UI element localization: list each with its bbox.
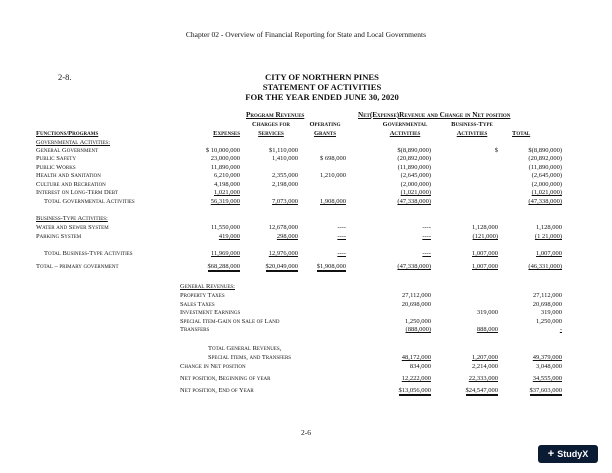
row-label: Health and Sanitation <box>36 172 101 180</box>
cell-total: 3,048,000 <box>536 363 562 370</box>
cell-gov: (1,021,000) <box>400 189 431 196</box>
cell-bus: 2,214,000 <box>472 363 498 370</box>
cell-expenses: $ 10,000,000 <box>205 147 240 154</box>
cell-bus: 1,128,000 <box>472 224 498 231</box>
cell-expenses: 419,000 <box>218 233 240 240</box>
total-business-row <box>0 250 612 259</box>
cell-gov: 27,112,000 <box>401 292 431 299</box>
cell-grants: 1,210,000 <box>320 172 346 180</box>
cell-total: (1 21,000) <box>534 233 562 240</box>
row-label: Total Governmental Activities <box>44 198 135 205</box>
row-label: General Government <box>36 147 99 154</box>
governmental-section-heading: Governmental Activities: <box>36 139 110 146</box>
cell-total: 20,698,000 <box>532 300 562 308</box>
net-position-header: Net(Expense)Revenue and Change in Net position <box>358 111 511 119</box>
row-label: Public Works <box>36 163 76 171</box>
cell-bus: 1,007,000 <box>472 263 498 270</box>
page-number: 2-6 <box>301 428 311 437</box>
cell-total: (46,331,000) <box>528 263 562 270</box>
cell-total: (47,338,000) <box>528 198 562 205</box>
row-label: Transfers <box>180 326 210 334</box>
beginning-net-position-row <box>0 375 612 384</box>
col-charges-line2: Services <box>258 130 284 137</box>
cell-total: 319,000 <box>540 309 562 317</box>
row-label: Culture and Recreation <box>36 180 106 188</box>
cell-expenses: 11,890,000 <box>210 163 240 171</box>
col-operating-line2: Grants <box>313 130 336 137</box>
cell-expenses: 56,319,000 <box>210 198 240 205</box>
cell-expenses: 23,000,000 <box>210 155 240 163</box>
row-label: Sales Taxes <box>180 300 215 308</box>
row-label: Special Item-Gain on Sale of Land <box>180 317 280 325</box>
ending-net-position-row <box>0 387 612 396</box>
studyx-logo[interactable]: + StudyX <box>538 445 598 463</box>
col-total: Total <box>512 130 531 137</box>
row-label: Special Items, and Transfers <box>208 354 292 361</box>
cell-grants: $ 698,000 <box>320 155 346 163</box>
plus-icon: + <box>547 448 555 460</box>
cell-total: (20,892,000) <box>528 155 562 163</box>
cell-bus: 1,007,000 <box>472 250 498 257</box>
cell-grants: ---- <box>337 250 346 257</box>
cell-total: 34,555,000 <box>532 375 562 382</box>
row-label: Public Safety <box>36 155 76 163</box>
cell-bus: 1,207,000 <box>472 354 498 361</box>
row-label: Interest on Long-Term Debt <box>36 189 119 196</box>
cell-gov: (2,000,000) <box>400 180 431 188</box>
title-line2: STATEMENT OF ACTIVITIES <box>262 82 382 92</box>
cell-charges: 1,410,000 <box>272 155 298 163</box>
program-revenues-header: Program Revenues <box>246 111 305 119</box>
cell-bus: $ <box>494 147 498 154</box>
cell-charges: 12,678,000 <box>268 224 298 231</box>
business-row <box>0 233 612 242</box>
col-business-line2: Activities <box>456 130 488 137</box>
problem-number: 2-8. <box>58 72 72 82</box>
general-revenues-heading: General Revenues: <box>180 283 235 290</box>
row-label: Net position, End of Year <box>180 387 254 394</box>
cell-gov: $13,056,000 <box>398 387 431 394</box>
cell-charges: 12,976,000 <box>268 250 298 257</box>
business-section-heading: Business-Type Activities: <box>36 215 108 222</box>
col-governmental-line1: Governmental <box>382 121 428 128</box>
cell-charges: 2,355,000 <box>272 172 298 180</box>
cell-expenses: 6,210,000 <box>214 172 240 180</box>
row-label: Property Taxes <box>180 292 225 299</box>
row-label: Change in Net position <box>180 363 246 370</box>
col-governmental-line2: Activities <box>389 130 421 137</box>
governmental-row <box>0 189 612 198</box>
cell-bus: $24,547,000 <box>465 387 498 394</box>
cell-expenses: 1,021,000 <box>214 189 240 196</box>
col-charges-line1: Charges for <box>252 121 290 128</box>
cell-grants: $1,908,000 <box>316 263 346 270</box>
cell-expenses: $68,288,000 <box>207 263 240 270</box>
cell-bus: 319,000 <box>476 309 498 317</box>
cell-total: 1,250,000 <box>536 317 562 325</box>
cell-charges: 7,073,000 <box>272 198 298 205</box>
cell-gov: 12,222,000 <box>401 375 431 382</box>
row-label: Total – primary government <box>36 263 119 270</box>
total-general-label-1: Total General Revenues, <box>208 345 282 352</box>
cell-grants: ---- <box>337 224 346 231</box>
row-label: Net position, Beginning of year <box>180 375 271 382</box>
col-functions: Functions/Programs <box>36 130 99 137</box>
cell-total: 49,379,000 <box>532 354 562 361</box>
general-revenue-row <box>0 326 612 335</box>
cell-total: - <box>559 326 562 334</box>
cell-gov: (2,645,000) <box>400 172 431 180</box>
cell-grants: 1,908,000 <box>320 198 346 205</box>
cell-expenses: 4,198,000 <box>214 180 240 188</box>
cell-total: (2,000,000) <box>531 180 562 188</box>
cell-bus: (121,000) <box>472 233 498 240</box>
total-governmental-row <box>0 198 612 207</box>
cell-gov: (20,892,000) <box>397 155 431 163</box>
col-business-line1: Business-Type <box>451 121 493 128</box>
cell-gov: (888,000) <box>405 326 431 334</box>
cell-charges: $1,110,000 <box>268 147 298 154</box>
cell-gov: ---- <box>422 224 431 231</box>
title-line1: CITY OF NORTHERN PINES <box>265 72 379 82</box>
cell-total: (11,890,000) <box>528 163 562 171</box>
total-general-row <box>0 354 612 363</box>
cell-bus: 22,333,000 <box>468 375 498 382</box>
cell-grants: ---- <box>337 233 346 240</box>
cell-total: 27,112,000 <box>532 292 562 299</box>
cell-gov: 1,250,000 <box>405 317 431 325</box>
cell-charges: $20,049,000 <box>265 263 298 270</box>
cell-total: 1,007,000 <box>536 250 562 257</box>
change-net-position-row <box>0 363 612 372</box>
row-label: Total Business-Type Activities <box>44 250 133 257</box>
cell-charges: 298,000 <box>276 233 298 240</box>
cell-total: 1,128,000 <box>536 224 562 231</box>
cell-gov: ---- <box>422 250 431 257</box>
cell-gov: 20,698,000 <box>401 300 431 308</box>
col-expenses: Expenses <box>213 130 240 137</box>
cell-gov: (47,338,000) <box>397 198 431 205</box>
col-operating-line1: Operating <box>309 121 341 128</box>
chapter-header: Chapter 02 - Overview of Financial Reporting for State and Local Governments <box>185 30 427 39</box>
cell-total: $37,603,000 <box>529 387 562 394</box>
cell-gov: $(8,890,000) <box>397 147 431 154</box>
cell-gov: (47,338,000) <box>397 263 431 270</box>
row-label: Investment Earnings <box>180 309 241 317</box>
cell-total: $(8,890,000) <box>528 147 562 154</box>
cell-gov: ---- <box>422 233 431 240</box>
total-primary-row <box>0 263 612 272</box>
cell-charges: 2,198,000 <box>272 180 298 188</box>
cell-gov: 48,172,000 <box>401 354 431 361</box>
cell-bus: 888,000 <box>476 326 498 334</box>
cell-total: (2,645,000) <box>531 172 562 180</box>
cell-total: (1,021,000) <box>531 189 562 196</box>
business-row <box>0 224 612 233</box>
cell-expenses: 11,969,000 <box>210 250 240 257</box>
title-line3: FOR THE YEAR ENDED JUNE 30, 2020 <box>245 92 399 102</box>
row-label: Water and Sewer System <box>36 224 109 231</box>
row-label: Parking System <box>36 233 82 240</box>
cell-gov: (11,890,000) <box>397 163 431 171</box>
cell-expenses: 11,550,000 <box>210 224 240 231</box>
cell-gov: 834,000 <box>409 363 431 370</box>
